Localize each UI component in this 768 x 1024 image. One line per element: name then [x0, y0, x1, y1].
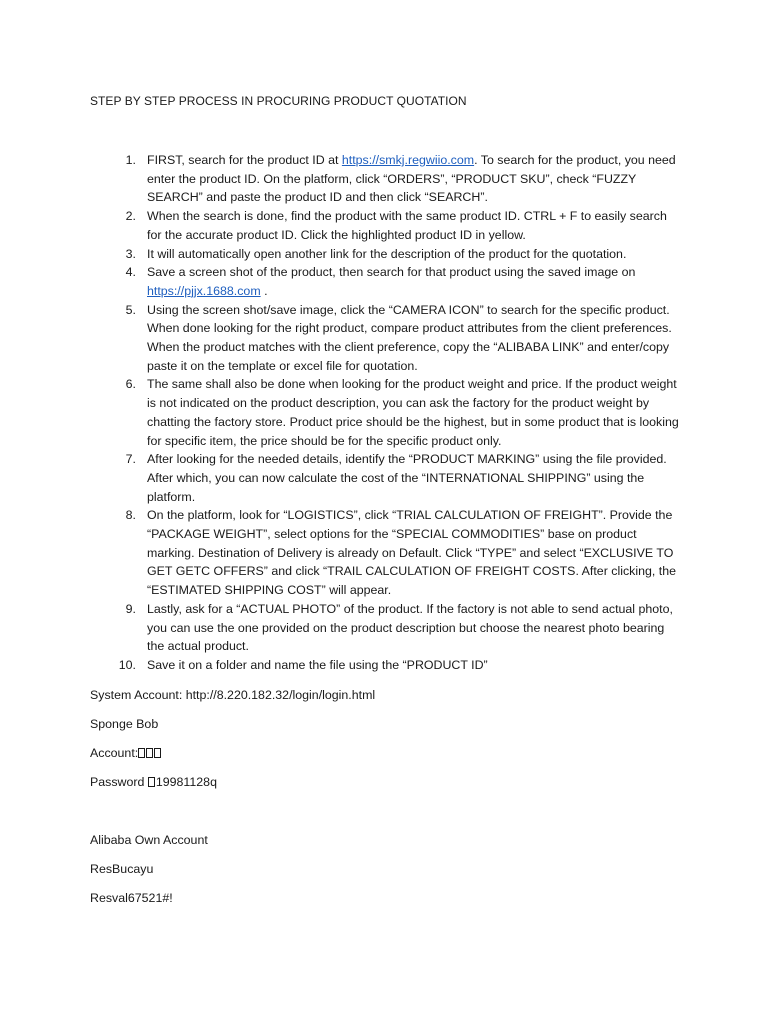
step-number: 5.	[125, 302, 136, 317]
list-item	[90, 600, 680, 656]
missing-glyph-icon	[154, 748, 161, 758]
step-text: Lastly, ask for a “ACTUAL PHOTO” of the product. If the factory is not able to send actual photo, you can use the one provided on the product description but choose the nearest photo bearing the actual product.	[147, 601, 673, 654]
account-line	[90, 746, 162, 760]
list-item	[90, 245, 680, 264]
step-number: 6.	[125, 377, 136, 392]
list-item	[90, 656, 680, 675]
missing-glyph-icon	[146, 748, 153, 758]
step-text: On the platform, look for “LOGISTICS”, click “TRIAL CALCULATION OF FREIGHT”. Provide the “PACKAGE WEIGHT”, select options for the “SPECIAL COMMODITIES” base on product marking. Destination of Delivery is already on Default. Click “TYPE” and select “EXCLUSIVE TO GET GETC OFFERS” and click “TRAIL CALCULATION OF FREIGHT COSTS. After clicking, the “ESTIMATED SHIPPING COST” will appear.	[147, 508, 676, 598]
pjjx-1688-link[interactable]: https://pjjx.1688.com	[147, 283, 261, 298]
step-number: 1.	[125, 153, 136, 167]
missing-glyph-icon	[148, 777, 155, 787]
step-number: 4.	[125, 265, 136, 280]
step-number: 8.	[125, 508, 136, 523]
step-text: After looking for the needed details, identify the “PRODUCT MARKING” using the file provided. After which, you can now calculate the cost of the “INTERNATIONAL SHIPPING” using the platform.	[147, 452, 667, 504]
list-item	[90, 263, 680, 300]
step-number: 7.	[125, 452, 136, 467]
list-item	[90, 450, 680, 506]
step-text: Using the screen shot/save image, click the “CAMERA ICON” to search for the specific product. When done looking for the right product, compare product attributes from the client preferences. When the product matches with the client preference, copy the “ALIBABA LINK” and enter/copy paste it on the template or excel file for quotation.	[147, 302, 672, 373]
password-value: 19981128q	[155, 775, 217, 789]
alibaba-title-line: Alibaba Own Account	[90, 833, 208, 847]
list-item	[90, 301, 680, 376]
list-item	[90, 375, 680, 450]
smkj-link[interactable]: https://smkj.regwiio.com	[341, 153, 475, 167]
sponge-bob-line: Sponge Bob	[90, 717, 159, 731]
step-text: . To search for the product, you need enter the product ID. On the platform, click “ORDERS”, “PRODUCT SKU”, check “FUZZY SEARCH” and paste the product ID and then click “SEARCH”.	[147, 153, 676, 205]
step-number: 2.	[125, 209, 136, 224]
step-text: It will automatically open another link for the description of the product for the quotation.	[147, 246, 627, 261]
step-number: 9.	[125, 601, 136, 616]
system-account-line: System Account: http://8.220.182.32/login/login.html	[90, 688, 376, 702]
password-line	[90, 775, 217, 789]
step-number: 10.	[118, 657, 136, 672]
step-number: 3.	[125, 246, 136, 261]
password-label: Password	[90, 775, 148, 789]
steps-list	[90, 151, 680, 675]
step-text: The same shall also be done when looking for the product weight and price. If the product weight is not indicated on the product description, you can ask the factory for the product weight by chatting the factory store. Product price should be the highest, but in some product that is looking for specific item, the price should be for the specific product only.	[147, 377, 679, 448]
account-label: Account:	[90, 746, 139, 760]
list-item	[90, 207, 680, 244]
alibaba-pass-line: Resval67521#!	[90, 891, 173, 905]
alibaba-user-line: ResBucayu	[90, 862, 154, 876]
missing-glyph-icon	[138, 748, 145, 758]
list-item	[90, 506, 680, 600]
document-title: STEP BY STEP PROCESS IN PROCURING PRODUCT QUOTATION	[90, 94, 467, 108]
step-text: .	[260, 283, 268, 298]
step-text: Save it on a folder and name the file using the “PRODUCT ID”	[147, 657, 488, 672]
step-text: When the search is done, find the product with the same product ID. CTRL + F to easily search for the accurate product ID. Click the highlighted product ID in yellow.	[147, 209, 667, 242]
step-text: Save a screen shot of the product, then search for that product using the saved image on	[147, 265, 636, 280]
step-text: FIRST, search for the product ID at	[147, 153, 342, 167]
list-item	[90, 151, 680, 207]
